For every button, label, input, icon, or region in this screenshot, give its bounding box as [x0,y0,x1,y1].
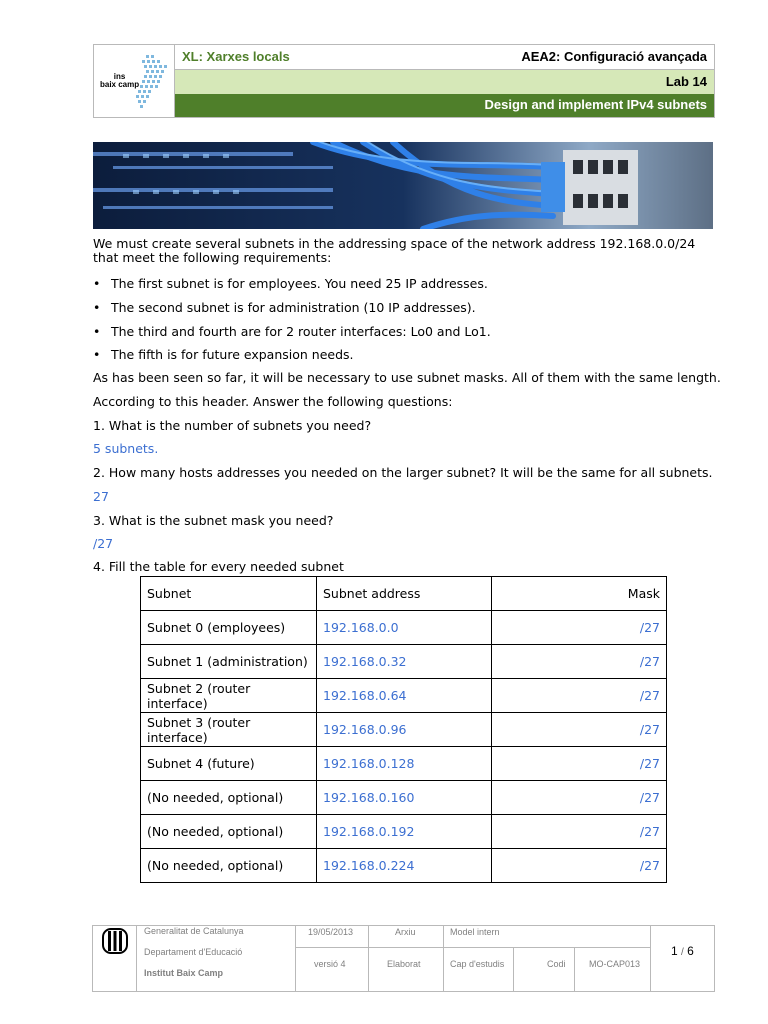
header-row-subtitle [175,94,714,117]
answer-1: 5 subnets. [93,441,159,456]
footer-divider [444,947,651,948]
subnet-name: Subnet 3 (router interface) [141,713,317,747]
table-row [141,645,667,679]
activity-name: AEA2: Configuració avançada [521,49,707,64]
bullet-text: The fifth is for future expansion needs. [111,347,354,362]
subnet-address: 192.168.0.192 [317,815,492,849]
footer-elaborat: Elaborat [387,959,421,969]
subnet-name: Subnet 2 (router interface) [141,679,317,713]
table-row [141,679,667,713]
subnet-address: 192.168.0.96 [317,713,492,747]
course-name: XL: Xarxes locals [182,49,290,64]
footer-divider [513,947,514,991]
footer-cap: Cap d'estudis [450,959,505,969]
subnet-mask: /27 [492,747,667,781]
page-number [671,944,694,958]
answer-2: 27 [93,489,109,504]
subnet-address: 192.168.0.224 [317,849,492,883]
header-row-course [175,45,714,70]
footer-divider [296,947,444,948]
header-subnet: Subnet [141,577,317,611]
org-department: Departament d'Educació [144,947,243,957]
question-1: 1. What is the number of subnets you need? [93,418,372,433]
logo-line-2: baix camp [100,80,140,89]
footer-arxiu: Arxiu [395,927,416,937]
subnet-address: 192.168.0.160 [317,781,492,815]
footer-model: Model intern [450,927,500,937]
footer-date: 19/05/2013 [308,927,354,937]
question-4: 4. Fill the table for every needed subnet [93,559,344,574]
paragraph-masks: As has been seen so far, it will be necessary to use subnet masks. All of them with the same length. [93,370,721,385]
subnet-address: 192.168.0.0 [317,611,492,645]
table-row [141,815,667,849]
footer-date-cell [296,926,369,991]
lab-title: Design and implement IPv4 subnets [484,97,707,112]
subnet-address: 192.168.0.64 [317,679,492,713]
subnet-mask: /27 [492,713,667,747]
generalitat-emblem-icon [102,928,128,954]
header-mask: Mask [492,577,667,611]
document-footer [92,925,715,992]
bullet-text: The first subnet is for employees. You need 25 IP addresses. [111,276,488,291]
header-row-lab [175,70,714,94]
table-row [141,747,667,781]
table-row [141,781,667,815]
footer-divider [574,947,575,991]
footer-arxiu-cell [369,926,444,991]
document-header [93,44,715,118]
subnet-mask: /27 [492,781,667,815]
subnet-name: (No needed, optional) [141,781,317,815]
bullet-icon: • [93,324,101,339]
footer-version: versió 4 [314,959,346,969]
subnet-table [140,576,667,883]
footer-codi: Codi [547,959,566,969]
subnet-address: 192.168.0.128 [317,747,492,781]
logo-line-1: ins [113,72,126,81]
table-row [141,849,667,883]
bullet-text: The second subnet is for administration (10 IP addresses). [111,300,476,315]
table-row [141,713,667,747]
subnet-mask: /27 [492,849,667,883]
answer-3: /27 [93,536,114,551]
subnet-mask: /27 [492,645,667,679]
subnet-name: Subnet 1 (administration) [141,645,317,679]
footer-code: MO-CAP013 [589,959,641,969]
logo-text [100,73,139,89]
school-logo [94,45,175,117]
footer-org-cell [137,926,296,991]
bullet-icon: • [93,300,101,315]
question-3: 3. What is the subnet mask you need? [93,513,334,528]
footer-emblem-cell [93,926,137,991]
subnet-mask: /27 [492,815,667,849]
subnet-name: (No needed, optional) [141,849,317,883]
subnet-address: 192.168.0.32 [317,645,492,679]
current-page: 1 [671,944,678,958]
org-generalitat: Generalitat de Catalunya [144,926,244,936]
subnet-mask: /27 [492,611,667,645]
subnet-name: (No needed, optional) [141,815,317,849]
bullet-text: The third and fourth are for 2 router interfaces: Lo0 and Lo1. [111,324,491,339]
subnet-name: Subnet 0 (employees) [141,611,317,645]
question-2: 2. How many hosts addresses you needed on the larger subnet? It will be the same for all subnets. [93,465,713,480]
subnet-mask: /27 [492,679,667,713]
footer-model-cell [444,926,651,991]
table-row [141,611,667,645]
table-header-row [141,577,667,611]
total-pages: 6 [687,944,694,958]
bullet-icon: • [93,276,101,291]
intro-paragraph: We must create several subnets in the addressing space of the network address 192.168.0.0/24 that meet the following requirements: [93,236,696,265]
network-cables-banner [93,142,713,229]
bullet-icon: • [93,347,101,362]
lab-number: Lab 14 [665,74,707,89]
header-address: Subnet address [317,577,492,611]
subnet-name: Subnet 4 (future) [141,747,317,781]
page-separator: / [681,947,684,958]
org-institute: Institut Baix Camp [144,968,224,978]
paragraph-questions: According to this header. Answer the following questions: [93,394,453,409]
banner-image-icon [93,142,713,229]
